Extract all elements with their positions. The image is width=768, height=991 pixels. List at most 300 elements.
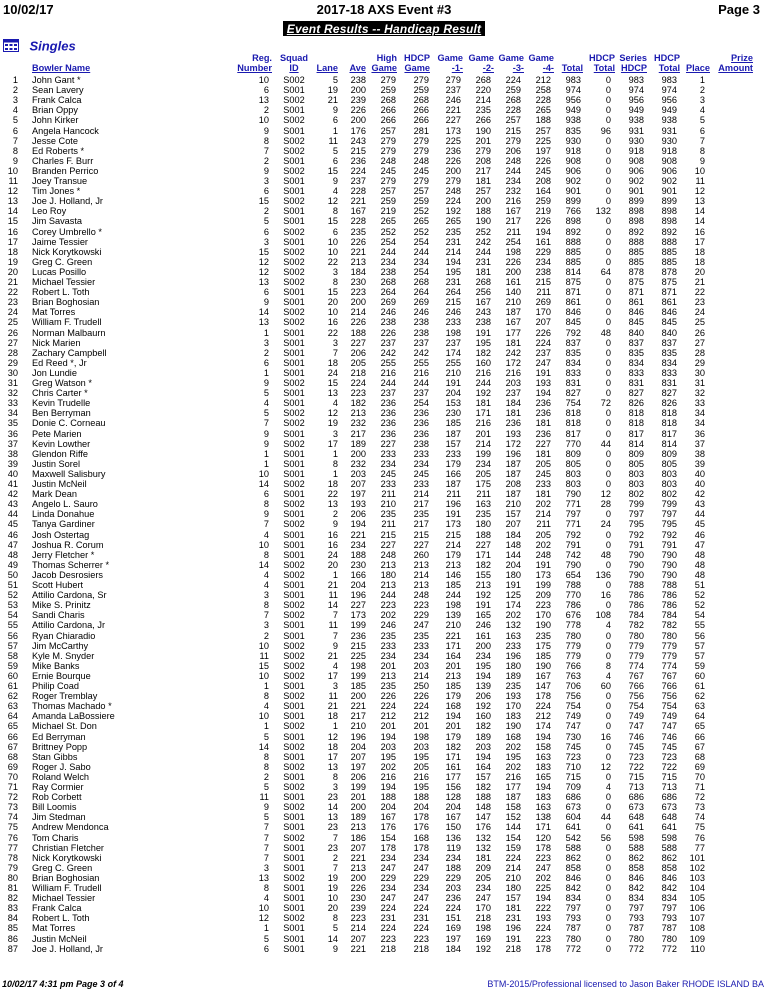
row-total: 715 [565,771,581,782]
row-reg-number: 13 [258,317,269,328]
row-series-hdcp: 782 [628,620,644,631]
table-row[interactable] [0,631,768,641]
row-game-2: 279 [475,145,491,156]
row-total: 772 [565,943,581,954]
table-row[interactable] [0,923,768,933]
row-hdcp-total-2: 930 [661,135,677,146]
row-game-2: 157 [475,771,491,782]
row-place: 80 [7,872,18,883]
table-row[interactable] [0,469,768,479]
table-row[interactable] [0,489,768,499]
col-header-total[interactable]: Total [561,63,583,73]
row-high-game: 194 [380,782,396,792]
row-bowler-name: Jim McCarthy [32,640,89,651]
row-game-2: 170 [475,903,491,914]
row-reg-number: 11 [259,792,269,803]
row-hdcp-game: 259 [413,196,429,207]
col-header-hdcp-total[interactable]: HDCP Total [588,53,615,73]
row-total: 871 [565,287,581,298]
col-header-hdcp-game[interactable]: HDCP Game [403,53,430,73]
table-row[interactable] [0,641,768,651]
row-high-game: 238 [380,317,396,328]
row-high-game: 248 [380,155,396,166]
row-final-place: 46 [694,529,705,540]
row-bowler-name: Charles F. Burr [32,155,94,166]
row-game-3: 207 [505,519,521,530]
row-reg-number: 7 [263,832,269,843]
row-hdcp-total: 0 [605,347,611,358]
row-game-4: 224 [535,337,551,348]
row-place: 38 [7,448,18,459]
row-game-1: 235 [445,226,461,237]
table-row[interactable] [0,378,768,388]
row-bowler-name: Joe J. Holland, Jr [32,943,103,954]
row-hdcp-total-2: 840 [661,327,677,338]
row-place: 76 [7,832,18,843]
table-row[interactable] [0,732,768,742]
row-place: 7 [12,135,18,146]
row-game-2: 190 [475,216,491,227]
table-row[interactable] [0,115,768,125]
table-row[interactable] [0,691,768,701]
table-row[interactable] [0,85,768,95]
row-reg-number: 10 [258,670,269,681]
table-row[interactable] [0,600,768,610]
row-game-4: 245 [535,468,551,479]
row-bowler-name: William F. Trudell [32,883,102,893]
row-total: 754 [565,701,581,712]
row-final-place: 105 [689,893,705,904]
table-row[interactable] [0,338,768,348]
row-squad-id: S001 [283,792,305,803]
row-squad-id: S001 [283,428,305,439]
row-final-place: 73 [694,802,705,813]
row-place: 47 [7,539,18,550]
row-bowler-name: Ed Roberts * [32,145,85,156]
row-high-game: 255 [380,357,396,368]
row-lane: 11 [328,590,338,601]
row-bowler-name: Angela Hancock [32,125,99,136]
row-series-hdcp: 845 [628,317,644,328]
row-hdcp-game: 213 [413,580,429,590]
table-row[interactable] [0,429,768,439]
row-lane: 22 [327,256,338,267]
row-squad-id: S001 [283,85,305,96]
row-squad-id: S002 [283,782,305,792]
table-row[interactable] [0,701,768,711]
table-row[interactable] [0,105,768,115]
row-hdcp-total-2: 818 [661,408,677,419]
table-row[interactable] [0,176,768,186]
table-row[interactable] [0,237,768,247]
row-place: 1 [12,75,18,85]
row-bowler-name: Greg C. Green [32,862,93,873]
row-game-3: 191 [505,933,521,944]
row-game-4: 181 [535,418,551,429]
row-hdcp-total-2: 774 [661,660,677,671]
row-final-place: 5 [699,115,705,126]
table-row[interactable] [0,388,768,398]
row-squad-id: S001 [283,812,305,823]
table-row[interactable] [0,408,768,418]
row-game-4: 202 [535,499,551,510]
col-header-lane[interactable]: Lane [316,63,338,73]
table-row[interactable] [0,560,768,570]
table-row[interactable] [0,762,768,772]
table-row[interactable] [0,398,768,408]
row-final-place: 55 [694,620,705,631]
table-row[interactable] [0,227,768,237]
row-hdcp-total-2: 786 [661,590,677,601]
table-row[interactable] [0,186,768,196]
row-game-3: 224 [505,75,521,85]
row-hdcp-game: 203 [413,741,429,752]
table-row[interactable] [0,287,768,297]
row-bowler-name: Frank Calca [32,903,82,914]
table-row[interactable] [0,136,768,146]
col-header-prize-amount[interactable]: Prize Amount [718,53,753,73]
row-bowler-name: Frank Calca [32,95,82,106]
row-final-place: 21 [694,277,705,287]
row-game-4: 199 [535,580,551,590]
col-header-game-2[interactable]: Game -2- [468,53,494,73]
table-row[interactable] [0,418,768,428]
row-hdcp-game: 266 [413,105,429,116]
col-header-game-3[interactable]: Game -3- [498,53,524,73]
report-date: 10/02/17 [3,2,54,17]
table-row[interactable] [0,661,768,671]
row-hdcp-total: 0 [605,842,611,853]
table-row[interactable] [0,681,768,691]
row-lane: 21 [327,95,338,106]
row-high-game: 204 [380,802,396,813]
row-game-1: 185 [445,681,461,691]
row-squad-id: S001 [283,327,305,338]
table-row[interactable] [0,459,768,469]
row-squad-id: S002 [283,802,305,813]
row-series-hdcp: 846 [628,872,644,883]
row-ave: 205 [350,357,366,368]
row-total: 846 [565,872,581,883]
row-hdcp-game: 178 [413,842,429,853]
row-game-4: 223 [535,852,551,863]
row-place: 53 [7,600,18,611]
row-hdcp-total: 0 [605,165,611,176]
row-bowler-name: Linda Donahue [32,509,95,520]
row-reg-number: 4 [263,529,269,540]
table-row[interactable] [0,802,768,812]
row-hdcp-game: 233 [413,479,429,489]
row-place: 72 [7,792,18,803]
row-series-hdcp: 892 [628,226,644,237]
table-row[interactable] [0,368,768,378]
row-total: 809 [565,448,581,459]
row-reg-number: 8 [263,135,269,146]
table-row[interactable] [0,782,768,792]
row-lane: 24 [327,367,338,378]
row-reg-number: 4 [263,580,269,590]
row-game-2: 132 [475,842,491,853]
row-game-1: 173 [445,519,461,530]
row-bowler-name: Justin McNeil [32,479,87,489]
row-total: 835 [565,125,581,136]
row-hdcp-total: 0 [605,408,611,419]
row-hdcp-total: 0 [605,701,611,712]
row-total: 788 [565,580,581,590]
table-row[interactable] [0,812,768,822]
table-row[interactable] [0,570,768,580]
row-game-1: 236 [445,893,461,904]
row-hdcp-total: 0 [605,923,611,934]
row-bowler-name: Branden Perrico [32,165,99,176]
row-place: 12 [7,186,18,197]
table-row[interactable] [0,449,768,459]
row-hdcp-total: 0 [605,418,611,429]
row-game-2: 242 [475,236,491,247]
row-game-4: 202 [535,872,551,883]
table-row[interactable] [0,843,768,853]
row-ave: 213 [350,256,366,267]
row-hdcp-total-2: 826 [661,398,677,409]
row-game-1: 156 [445,782,461,792]
table-row[interactable] [0,580,768,590]
table-row[interactable] [0,822,768,832]
row-total: 766 [565,206,581,217]
row-ave: 215 [350,145,366,156]
row-squad-id: S002 [283,650,305,661]
row-ave: 206 [350,771,366,782]
row-game-4: 197 [535,145,551,156]
table-row[interactable] [0,126,768,136]
col-header-bowler-name[interactable]: Bowler Name [32,63,91,73]
row-ave: 196 [350,590,366,601]
table-row[interactable] [0,156,768,166]
row-lane: 7 [332,347,338,358]
row-lane: 18 [327,357,338,368]
row-place: 30 [7,367,18,378]
row-total: 786 [565,600,581,611]
row-total: 862 [565,852,581,863]
col-header-ave[interactable]: Ave [349,63,366,73]
row-ave: 207 [350,842,366,853]
row-hdcp-total: 0 [605,115,611,126]
row-reg-number: 5 [263,933,269,944]
table-row[interactable] [0,610,768,620]
row-place: 87 [7,943,18,954]
row-hdcp-total-2: 782 [661,620,677,631]
col-header-game-1[interactable]: Game -1- [437,53,463,73]
table-row[interactable] [0,479,768,489]
table-row[interactable] [0,509,768,519]
row-game-4: 190 [535,620,551,631]
row-game-3: 172 [505,357,521,368]
table-row[interactable] [0,277,768,287]
row-place: 62 [7,691,18,702]
row-hdcp-total: 72 [600,398,611,409]
row-bowler-name: Pete Marien [32,428,82,439]
table-row[interactable] [0,550,768,560]
table-row[interactable] [0,519,768,529]
row-lane: 4 [332,186,338,197]
table-row[interactable] [0,196,768,206]
row-high-game: 229 [380,872,396,883]
row-series-hdcp: 918 [628,145,644,156]
row-series-hdcp: 871 [628,287,644,298]
row-total: 749 [565,711,581,722]
row-game-2: 201 [475,135,491,146]
row-final-place: 40 [694,479,705,489]
table-row[interactable] [0,307,768,317]
table-row[interactable] [0,651,768,661]
row-game-1: 171 [445,751,461,762]
row-squad-id: S002 [283,569,305,580]
row-high-game: 235 [380,509,396,520]
table-row[interactable] [0,75,768,85]
row-game-3: 203 [505,378,521,388]
row-game-1: 231 [445,277,461,287]
row-ave: 198 [350,660,366,671]
row-game-4: 120 [535,832,551,843]
row-game-4: 233 [535,479,551,489]
col-header-series-hdcp[interactable]: Series HDCP [619,53,647,73]
row-game-3: 254 [505,236,521,247]
row-total: 676 [565,610,581,621]
table-row[interactable] [0,742,768,752]
row-high-game: 227 [380,438,396,449]
table-row[interactable] [0,257,768,267]
row-series-hdcp: 780 [628,933,644,944]
row-lane: 4 [332,660,338,671]
row-squad-id: S002 [283,165,305,176]
table-row[interactable] [0,934,768,944]
table-row[interactable] [0,863,768,873]
table-row[interactable] [0,772,768,782]
row-game-1: 128 [445,792,461,803]
row-hdcp-total: 0 [605,943,611,954]
table-row[interactable] [0,348,768,358]
row-game-1: 224 [445,903,461,914]
row-high-game: 237 [380,337,396,348]
table-row[interactable] [0,166,768,176]
col-header-high-game[interactable]: High Game [371,53,397,73]
table-row[interactable] [0,328,768,338]
table-row[interactable] [0,671,768,681]
col-header-hdcp-total-2[interactable]: HDCP Total [653,53,680,73]
table-row[interactable] [0,620,768,630]
row-total: 790 [565,489,581,500]
table-row[interactable] [0,792,768,802]
row-high-game: 213 [380,580,396,590]
row-game-3: 210 [505,872,521,883]
table-row[interactable] [0,913,768,923]
col-header-squad-id[interactable]: Squad ID [279,53,309,73]
row-hdcp-game: 264 [413,287,429,298]
row-hdcp-game: 279 [413,75,429,85]
row-bowler-name: Sean Lavery [32,85,84,96]
col-header-game-4[interactable]: Game -4- [528,53,554,73]
row-final-place: 17 [694,236,705,247]
row-game-2: 160 [475,357,491,368]
table-row[interactable] [0,267,768,277]
row-hdcp-game: 268 [413,95,429,106]
row-hdcp-total: 0 [605,277,611,287]
row-hdcp-game: 268 [413,277,429,287]
table-row[interactable] [0,216,768,226]
table-row[interactable] [0,944,768,954]
row-hdcp-total-2: 871 [661,287,677,298]
table-row[interactable] [0,297,768,307]
row-game-1: 157 [445,438,461,449]
table-row[interactable] [0,540,768,550]
col-header-reg-number[interactable]: Reg. Number [237,53,272,73]
table-row[interactable] [0,903,768,913]
table-row[interactable] [0,358,768,368]
row-bowler-name: Mat Torres [32,923,76,934]
table-row[interactable] [0,590,768,600]
col-header-place[interactable]: Place [685,63,710,73]
table-row[interactable] [0,711,768,721]
table-row[interactable] [0,317,768,327]
row-ave: 224 [350,378,366,388]
row-reg-number: 6 [263,357,269,368]
row-game-3: 232 [505,186,521,197]
table-row[interactable] [0,853,768,863]
row-squad-id: S001 [283,509,305,520]
row-high-game: 233 [380,479,396,489]
table-row[interactable] [0,893,768,903]
table-row[interactable] [0,247,768,257]
row-reg-number: 9 [263,509,269,520]
row-game-3: 167 [505,317,521,328]
row-series-hdcp: 803 [628,479,644,489]
row-hdcp-game: 246 [413,307,429,318]
table-row[interactable] [0,752,768,762]
row-game-3: 215 [505,125,521,136]
row-hdcp-total: 0 [605,640,611,651]
table-row[interactable] [0,883,768,893]
row-game-3: 216 [505,771,521,782]
row-total: 792 [565,327,581,338]
table-row[interactable] [0,439,768,449]
row-reg-number: 1 [263,327,269,338]
row-bowler-name: Leo Roy [32,206,67,217]
row-high-game: 233 [380,448,396,459]
table-row[interactable] [0,146,768,156]
row-squad-id: S001 [283,711,305,722]
table-row[interactable] [0,499,768,509]
table-row[interactable] [0,833,768,843]
row-game-1: 229 [445,872,461,883]
row-squad-id: S001 [283,701,305,712]
row-hdcp-total-2: 790 [661,559,677,570]
table-row[interactable] [0,530,768,540]
table-row[interactable] [0,206,768,216]
row-series-hdcp: 780 [628,630,644,641]
row-hdcp-game: 252 [413,206,429,217]
table-row[interactable] [0,873,768,883]
table-row[interactable] [0,95,768,105]
row-ave: 223 [350,913,366,924]
row-total: 858 [565,862,581,873]
row-place: 15 [7,216,18,227]
row-lane: 10 [327,893,338,904]
row-high-game: 167 [380,812,396,823]
row-game-4: 202 [535,539,551,550]
table-row[interactable] [0,721,768,731]
row-game-2: 216 [475,367,491,378]
row-hdcp-game: 229 [413,872,429,883]
row-lane: 2 [332,852,338,863]
